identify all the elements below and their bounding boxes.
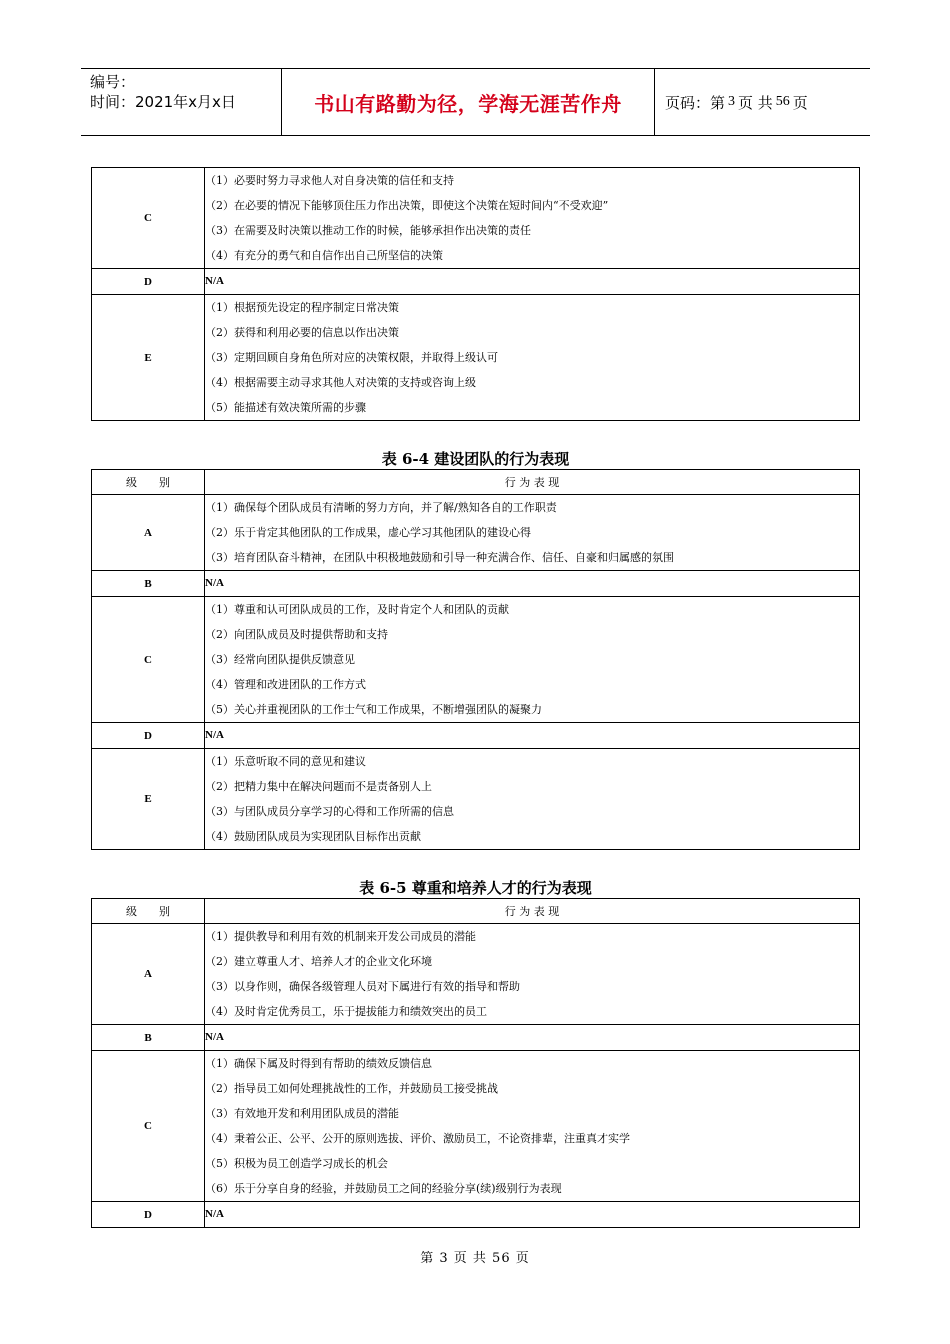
- team-building-behavior-table: [91, 469, 860, 850]
- header-page-indicator: [655, 69, 870, 135]
- behavior-item: （4）及时肯定优秀员工，乐于提拔能力和绩效突出的员工: [205, 1005, 487, 1018]
- table-row: [92, 295, 860, 421]
- table-row: [92, 924, 860, 1025]
- behavior-na-cell: N/A: [205, 1202, 860, 1228]
- behavior-item: （1）确保每个团队成员有清晰的努力方向，并了解/熟知各自的工作职责: [205, 501, 557, 514]
- behavior-item: （1）必要时努力寻求他人对自身决策的信任和支持: [205, 174, 454, 187]
- table-row: [92, 597, 860, 723]
- behavior-na-cell: N/A: [205, 1025, 860, 1051]
- behavior-na-cell: N/A: [205, 723, 860, 749]
- page-footer: 第 3 页 共 56 页: [420, 1251, 530, 1266]
- behavior-item: （3）定期回顾自身角色所对应的决策权限，并取得上级认可: [205, 351, 498, 364]
- behavior-item: （6）乐于分享自身的经验，并鼓励员工之间的经验分享(续)级别行为表现: [205, 1182, 562, 1195]
- column-header-level: 级 别: [92, 899, 205, 924]
- behavior-cell: [205, 495, 860, 571]
- page-suffix: 页: [792, 93, 808, 112]
- table-header-row: [92, 899, 860, 924]
- behavior-item: （1）乐意听取不同的意见和建议: [205, 755, 366, 768]
- behavior-cell: [205, 924, 860, 1025]
- behavior-cell: [205, 749, 860, 850]
- decision-behavior-table: [91, 167, 860, 421]
- document-time-label: 时间：2021年x月x日: [90, 93, 236, 111]
- table-row: [92, 571, 860, 597]
- behavior-item: （2）获得和利用必要的信息以作出决策: [205, 326, 399, 339]
- level-cell: C: [92, 597, 205, 723]
- header-meta: [81, 69, 282, 135]
- level-cell: D: [92, 723, 205, 749]
- document-number-label: 编号：: [90, 73, 136, 91]
- behavior-item: （1）提供教导和利用有效的机制来开发公司成员的潜能: [205, 930, 476, 943]
- table-row: [92, 1202, 860, 1228]
- table-row: [92, 1051, 860, 1202]
- table-row: [92, 269, 860, 295]
- level-cell: D: [92, 269, 205, 295]
- behavior-item: （2）在必要的情况下能够顶住压力作出决策，即使这个决策在短时间内“不受欢迎”: [205, 199, 609, 212]
- level-cell: C: [92, 168, 205, 269]
- behavior-item: （4）根据需要主动寻求其他人对决策的支持或咨询上级: [205, 376, 476, 389]
- behavior-item: （1）根据预先设定的程序制定日常决策: [205, 301, 399, 314]
- table-header-row: [92, 470, 860, 495]
- behavior-item: （4）鼓励团队成员为实现团队目标作出贡献: [205, 830, 421, 843]
- column-header-behavior: 行 为 表 现: [205, 470, 860, 495]
- behavior-item: （5）关心并重视团队的工作士气和工作成果，不断增强团队的凝聚力: [205, 703, 542, 716]
- table-row: [92, 495, 860, 571]
- page-prefix: 页码：第: [665, 93, 726, 112]
- behavior-item: （2）乐于肯定其他团队的工作成果，虚心学习其他团队的建设心得: [205, 526, 531, 539]
- behavior-na-cell: N/A: [205, 571, 860, 597]
- behavior-item: （2）指导员工如何处理挑战性的工作，并鼓励员工接受挑战: [205, 1082, 498, 1095]
- level-cell: C: [92, 1051, 205, 1202]
- behavior-item: （4）秉着公正、公平、公开的原则选拔、评价、激励员工，不论资排辈，注重真才实学: [205, 1132, 630, 1145]
- behavior-cell: [205, 295, 860, 421]
- page-mid: 页 共: [738, 93, 773, 112]
- table-row: [92, 749, 860, 850]
- behavior-item: （3）培育团队奋斗精神，在团队中积极地鼓励和引导一种充满合作、信任、自豪和归属感的氛围: [205, 551, 674, 564]
- talent-development-behavior-table: [91, 898, 860, 1228]
- behavior-cell: [205, 168, 860, 269]
- behavior-item: （1）确保下属及时得到有帮助的绩效反馈信息: [205, 1057, 432, 1070]
- page-header: [81, 68, 870, 136]
- behavior-item: （2）建立尊重人才、培养人才的企业文化环境: [205, 955, 432, 968]
- level-cell: E: [92, 295, 205, 421]
- behavior-item: （3）有效地开发和利用团队成员的潜能: [205, 1107, 399, 1120]
- table-row: [92, 168, 860, 269]
- table-6-4-caption: 表 6-4 建设团队的行为表现: [381, 450, 570, 468]
- behavior-item: （3）以身作则，确保各级管理人员对下属进行有效的指导和帮助: [205, 980, 520, 993]
- level-cell: A: [92, 924, 205, 1025]
- table-row: [92, 1025, 860, 1051]
- table-row: [92, 723, 860, 749]
- behavior-item: （3）在需要及时决策以推动工作的时候，能够承担作出决策的责任: [205, 224, 531, 237]
- behavior-item: （2）把精力集中在解决问题而不是责备别人上: [205, 780, 432, 793]
- page-current: 3: [728, 94, 736, 109]
- behavior-item: （3）经常向团队提供反馈意见: [205, 653, 355, 666]
- level-cell: E: [92, 749, 205, 850]
- level-cell: A: [92, 495, 205, 571]
- level-cell: B: [92, 1025, 205, 1051]
- header-motto: 书山有路勤为径，学海无涯苦作舟: [282, 69, 655, 135]
- column-header-level: 级 别: [92, 470, 205, 495]
- behavior-item: （2）向团队成员及时提供帮助和支持: [205, 628, 388, 641]
- column-header-behavior: 行 为 表 现: [205, 899, 860, 924]
- behavior-item: （5）积极为员工创造学习成长的机会: [205, 1157, 388, 1170]
- page-total: 56: [775, 94, 790, 109]
- behavior-item: （4）有充分的勇气和自信作出自己所坚信的决策: [205, 249, 443, 262]
- table-6-5-caption: 表 6-5 尊重和培养人才的行为表现: [359, 879, 592, 897]
- behavior-item: （4）管理和改进团队的工作方式: [205, 678, 366, 691]
- level-cell: B: [92, 571, 205, 597]
- level-cell: D: [92, 1202, 205, 1228]
- behavior-item: （1）尊重和认可团队成员的工作，及时肯定个人和团队的贡献: [205, 603, 509, 616]
- behavior-item: （5）能描述有效决策所需的步骤: [205, 401, 366, 414]
- behavior-cell: [205, 597, 860, 723]
- behavior-na-cell: N/A: [205, 269, 860, 295]
- behavior-item: （3）与团队成员分享学习的心得和工作所需的信息: [205, 805, 454, 818]
- behavior-cell: [205, 1051, 860, 1202]
